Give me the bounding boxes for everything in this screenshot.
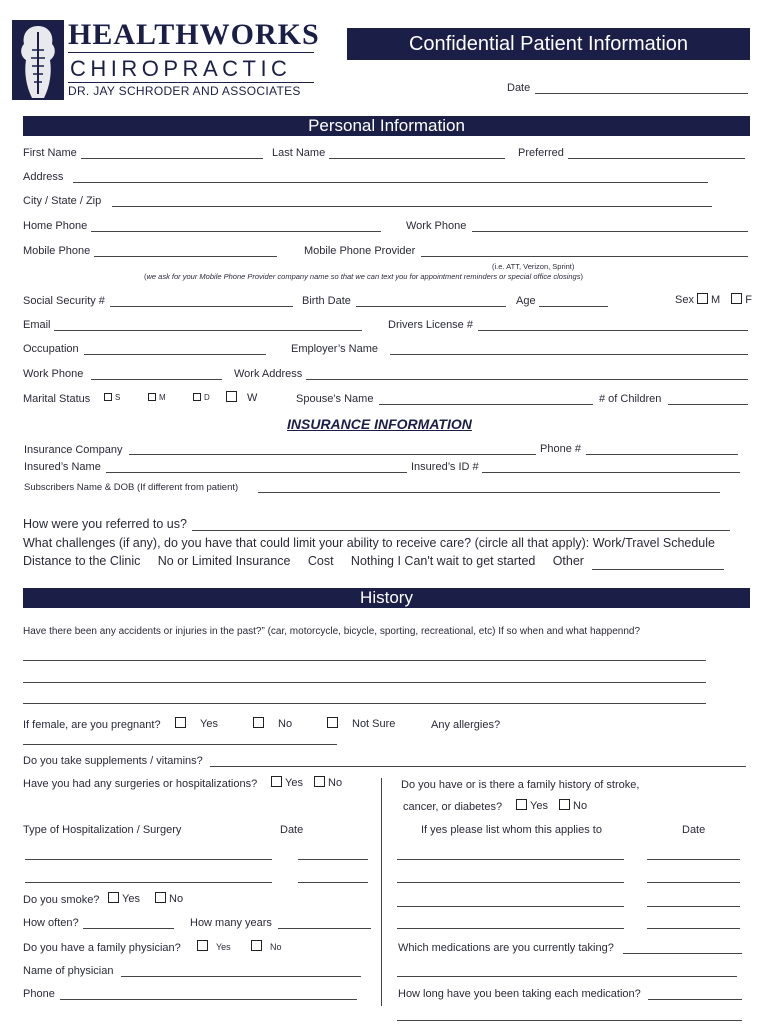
marital-s-option: S [104, 393, 120, 402]
supplements-field[interactable] [210, 766, 746, 767]
smoke-label: Do you smoke? [23, 894, 100, 906]
family-physician-label: Do you have a family physician? [23, 942, 181, 954]
how-often-field[interactable] [83, 928, 174, 929]
family-history-no-checkbox[interactable] [559, 799, 570, 810]
date-field[interactable] [535, 93, 748, 94]
physician-name-label: Name of physician [23, 965, 114, 977]
birth-date-field[interactable] [356, 306, 506, 307]
occupation-field[interactable] [84, 354, 266, 355]
whom-field-2[interactable] [397, 882, 624, 883]
family-history-line-1: Do you have or is there a family history of stroke, [401, 779, 640, 791]
city-label: City / State / Zip [23, 195, 102, 207]
accidents-line-3[interactable] [23, 703, 706, 704]
insurance-phone-field[interactable] [586, 454, 738, 455]
sex-label: Sex [675, 294, 694, 306]
surgeries-label: Have you had any surgeries or hospitalizations? [23, 778, 258, 790]
employer-field[interactable] [390, 354, 748, 355]
marital-d-option: D [193, 393, 210, 402]
date-label: Date [507, 82, 531, 94]
referral-label: How were you referred to us? [23, 517, 187, 531]
insurance-company-field[interactable] [129, 454, 536, 455]
medications-field[interactable] [623, 953, 742, 954]
mobile-phone-label: Mobile Phone [23, 245, 91, 257]
surgeries-no-option: No [314, 776, 342, 789]
medications-line-2[interactable] [397, 976, 737, 977]
physician-no-option: No [251, 940, 282, 952]
mobile-provider-field[interactable] [421, 256, 748, 257]
family-history-yes-checkbox[interactable] [516, 799, 527, 810]
provider-note: (we ask for your Mobile Phone Provider company name so that we can text you for appointment reminders or special office closings) [144, 272, 583, 281]
physician-no-checkbox[interactable] [251, 940, 262, 951]
physician-yes-checkbox[interactable] [197, 940, 208, 951]
birth-date-label: Birth Date [302, 295, 351, 307]
hosp-date-field-1[interactable] [298, 859, 368, 860]
pregnant-yes-option: Yes [175, 717, 218, 730]
referral-field[interactable] [192, 530, 730, 531]
preferred-label: Preferred [518, 147, 564, 159]
insurance-phone-label: Phone # [540, 443, 581, 455]
family-date-field-4[interactable] [647, 928, 740, 929]
surgeries-yes-checkbox[interactable] [271, 776, 282, 787]
pregnant-label: If female, are you pregnant? [23, 719, 161, 731]
pregnant-no-option: No [253, 717, 292, 730]
pregnant-not-sure-option: Not Sure [327, 717, 395, 730]
family-history-line-2: cancer, or diabetes? [403, 801, 503, 813]
marital-s-checkbox[interactable] [104, 393, 112, 401]
email-field[interactable] [54, 330, 362, 331]
first-name-field[interactable] [81, 158, 263, 159]
sex-m-checkbox[interactable] [697, 293, 708, 304]
family-date-field-1[interactable] [647, 859, 740, 860]
marital-d-checkbox[interactable] [193, 393, 201, 401]
allergies-field[interactable] [23, 744, 337, 745]
challenges-question: What challenges (if any), do you have that could limit your ability to receive care? (circle all that apply): Work/Travel Schedule [23, 536, 715, 550]
mobile-phone-field[interactable] [94, 256, 277, 257]
work-address-label: Work Address [234, 368, 303, 380]
accidents-line-2[interactable] [23, 682, 706, 683]
family-date-field-3[interactable] [647, 906, 740, 907]
insured-id-label: Insured’s ID # [411, 461, 479, 473]
hosp-type-header: Type of Hospitalization / Surgery [23, 824, 182, 836]
insurance-heading: INSURANCE INFORMATION [287, 416, 472, 432]
city-field[interactable] [112, 206, 712, 207]
pregnant-no-checkbox[interactable] [253, 717, 264, 728]
surgeries-no-checkbox[interactable] [314, 776, 325, 787]
personal-heading: Personal Information [23, 116, 750, 136]
address-label: Address [23, 171, 64, 183]
smoke-no-option: No [155, 892, 183, 905]
physician-phone-field[interactable] [60, 999, 357, 1000]
family-history-yes-option: Yes [516, 799, 548, 812]
accidents-question: Have there been any accidents or injuries in the past?” (car, motorcycle, bicycle, sporting, recreational, etc) If so when and what happennd? [23, 626, 641, 637]
brand-sub: CHIROPRACTIC [70, 56, 292, 81]
employer-label: Employer’s Name [291, 343, 379, 355]
whom-header: If yes please list whom this applies to [421, 824, 602, 836]
other-field[interactable] [592, 569, 724, 570]
sex-f-checkbox[interactable] [731, 293, 742, 304]
ssn-field[interactable] [110, 306, 293, 307]
work-address-field[interactable] [306, 379, 748, 380]
address-field[interactable] [73, 182, 708, 183]
insured-name-field[interactable] [106, 472, 407, 473]
children-label: # of Children [599, 393, 662, 405]
physician-phone-label: Phone [23, 988, 55, 1000]
whom-field-3[interactable] [397, 906, 624, 907]
work-phone-field[interactable] [472, 231, 748, 232]
allergies-label: Any allergies? [431, 719, 501, 731]
whom-field-4[interactable] [397, 928, 624, 929]
work-phone2-field[interactable] [91, 379, 222, 380]
supplements-label: Do you take supplements / vitamins? [23, 755, 203, 767]
how-many-years-field[interactable] [278, 928, 371, 929]
pregnant-yes-checkbox[interactable] [175, 717, 186, 728]
logo [10, 16, 320, 104]
children-field[interactable] [668, 404, 748, 405]
marital-m-checkbox[interactable] [148, 393, 156, 401]
marital-w-checkbox[interactable] [226, 391, 237, 402]
drivers-license-label: Drivers License # [388, 319, 473, 331]
insurance-company-label: Insurance Company [24, 444, 123, 456]
medications-label: Which medications are you currently taking? [398, 942, 614, 954]
drivers-license-field[interactable] [478, 330, 748, 331]
physician-yes-option: Yes [197, 940, 231, 952]
hosp-date-header: Date [280, 824, 304, 836]
insured-id-field[interactable] [482, 472, 740, 473]
marital-label: Marital Status [23, 393, 91, 405]
whom-field-1[interactable] [397, 859, 624, 860]
mobile-provider-label: Mobile Phone Provider [304, 245, 416, 257]
work-phone2-label: Work Phone [23, 368, 84, 380]
brand-tagline: DR. JAY SCHRODER AND ASSOCIATES [68, 84, 301, 98]
pregnant-not-sure-checkbox[interactable] [327, 717, 338, 728]
smoke-yes-checkbox[interactable] [108, 892, 119, 903]
how-many-years-label: How many years [190, 917, 272, 929]
ssn-label: Social Security # [23, 295, 105, 307]
column-divider [381, 778, 382, 1006]
how-long-field[interactable] [648, 999, 742, 1000]
hosp-date-field-2[interactable] [298, 882, 368, 883]
smoke-no-checkbox[interactable] [155, 892, 166, 903]
how-long-line-2[interactable] [397, 1020, 742, 1021]
accidents-line-1[interactable] [23, 660, 706, 661]
history-heading: History [23, 588, 750, 608]
surgeries-yes-option: Yes [271, 776, 303, 789]
page-title: Confidential Patient Information [347, 28, 750, 60]
marital-w-option: W [226, 391, 257, 404]
insured-name-label: Insured’s Name [24, 461, 101, 473]
occupation-label: Occupation [23, 343, 79, 355]
family-date-header: Date [682, 824, 706, 836]
hosp-type-field-2[interactable] [25, 882, 272, 883]
challenges-options: Distance to the Clinic No or Limited Insurance Cost Nothing I Can't wait to get started Other [23, 554, 584, 568]
home-phone-label: Home Phone [23, 220, 88, 232]
preferred-field[interactable] [568, 158, 745, 159]
hosp-type-field-1[interactable] [25, 859, 272, 860]
first-name-label: First Name [23, 147, 77, 159]
home-phone-field[interactable] [91, 231, 381, 232]
smoke-yes-option: Yes [108, 892, 140, 905]
last-name-field[interactable] [329, 158, 505, 159]
how-long-label: How long have you been taking each medication? [398, 988, 641, 1000]
family-history-no-option: No [559, 799, 587, 812]
email-label: Email [23, 319, 51, 331]
subscriber-label: Subscribers Name & DOB (If different from patient) [24, 482, 239, 493]
age-field[interactable] [539, 306, 608, 307]
subscriber-field[interactable] [258, 492, 720, 493]
marital-m-option: M [148, 393, 166, 402]
provider-example: (i.e. ATT, Verizon, Sprint) [492, 262, 575, 271]
family-date-field-2[interactable] [647, 882, 740, 883]
spouse-field[interactable] [379, 404, 593, 405]
brand-name: HEALTHWORKS [68, 18, 320, 51]
last-name-label: Last Name [272, 147, 326, 159]
spouse-label: Spouse’s Name [296, 393, 374, 405]
how-often-label: How often? [23, 917, 79, 929]
logo-emblem-icon [12, 20, 64, 100]
age-label: Age [516, 295, 536, 307]
physician-name-field[interactable] [121, 976, 361, 977]
sex-group: Sex M F [675, 294, 752, 306]
work-phone-label: Work Phone [406, 220, 467, 232]
